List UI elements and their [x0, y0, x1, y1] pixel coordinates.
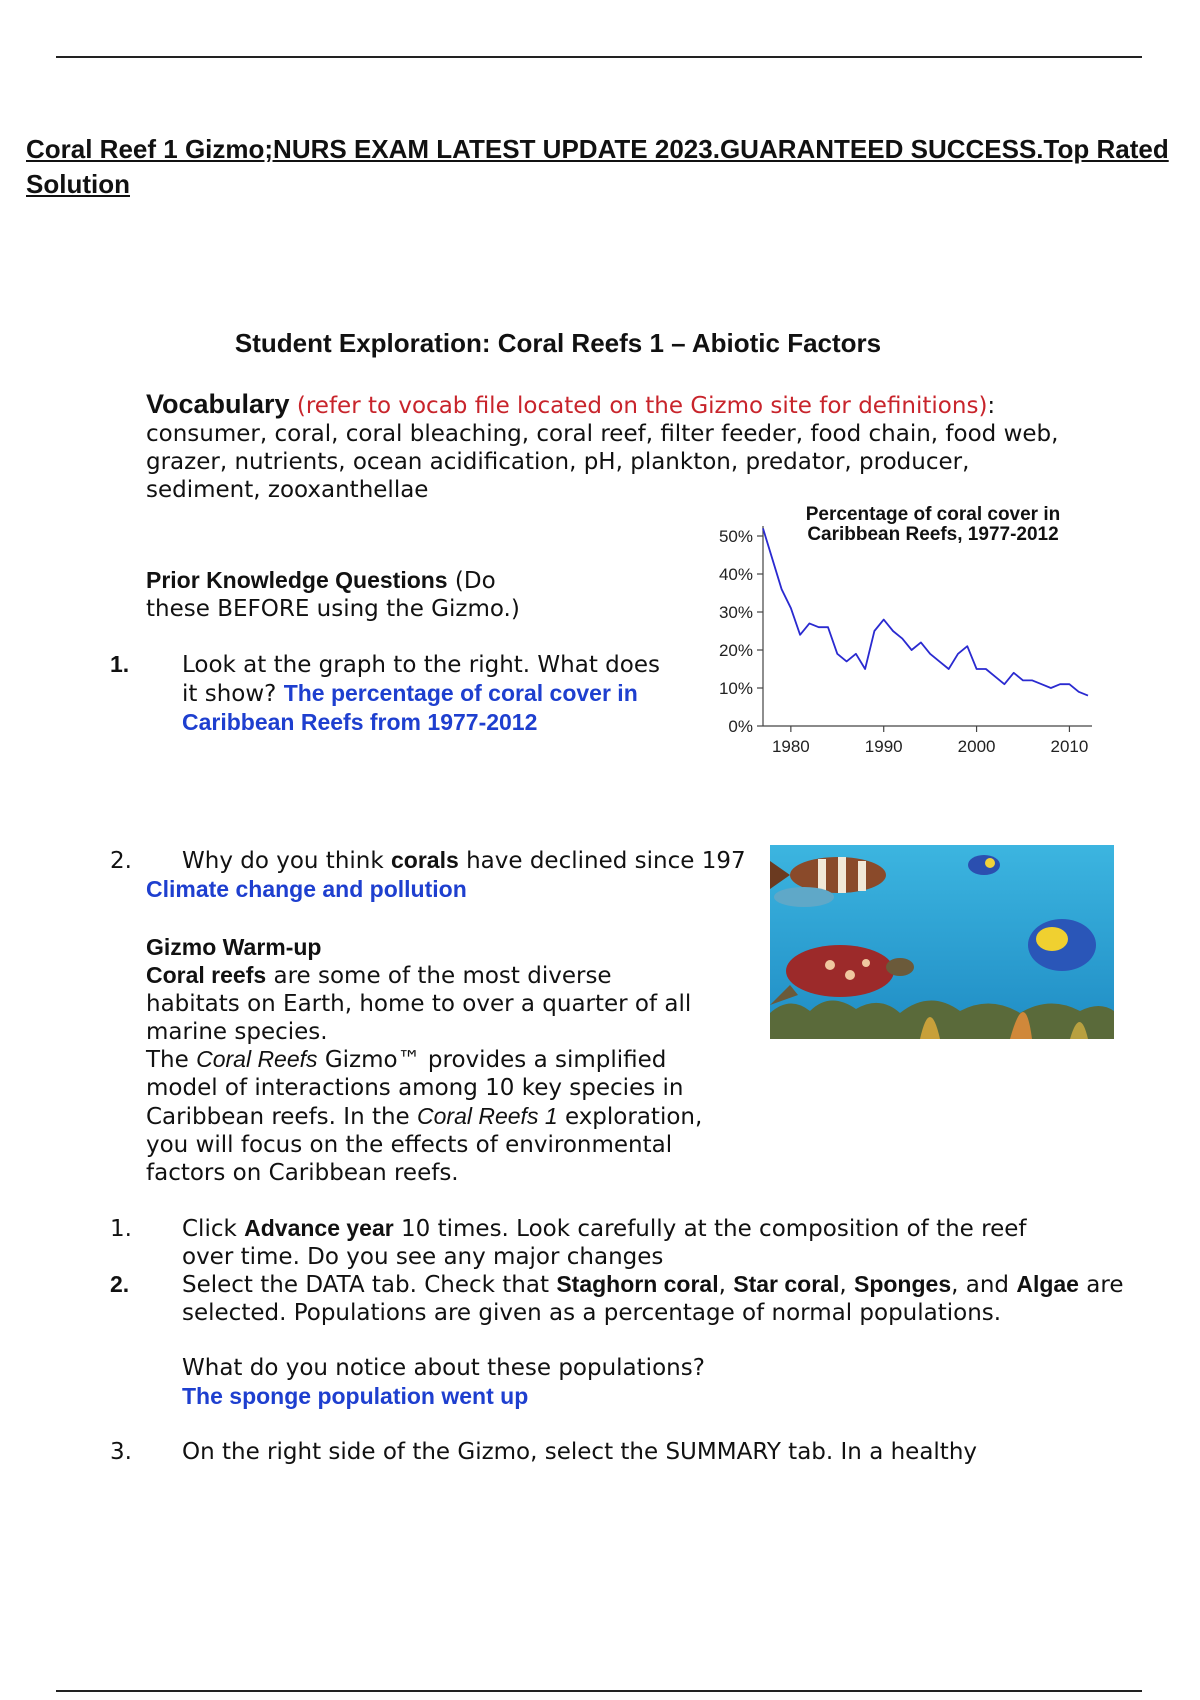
small-fish-icon — [968, 855, 1000, 875]
coral-bed-icon — [770, 1000, 1114, 1039]
chart-y-tick-label: 40% — [718, 565, 753, 584]
step-1 — [110, 1214, 1082, 1271]
coral-cover-chart — [690, 498, 1100, 768]
chart-y-tick-label: 50% — [718, 527, 753, 546]
question-1 — [110, 650, 682, 737]
step-2-comma-2: , — [839, 1272, 847, 1298]
warmup-p2-c: exploration, you will focus on the effects of environmental factors on Caribbean reefs. — [146, 1104, 703, 1186]
sea-turtle-icon — [786, 945, 894, 997]
vocabulary-terms: consumer, coral, coral bleaching, coral reef, filter feeder, food chain, food web, grazer, nutrients, ocean acidification, pH, plankton, predator, producer, sediment, zooxanthellae — [146, 421, 1059, 503]
bottom-rule — [56, 1690, 1142, 1692]
step-2-comma-1: , — [718, 1272, 726, 1298]
chart-title-line1: Percentage of coral cover in — [805, 504, 1061, 525]
prior-knowledge-note: (Do these BEFORE using the Gizmo.) — [146, 568, 520, 622]
step-2-text-d: are selected. Populations are given as a percentage of normal populations. — [182, 1272, 1124, 1326]
step-2-text-a: Select the DATA tab. Check that — [182, 1272, 549, 1298]
step-1-number: 1. — [110, 1216, 132, 1242]
step-2-staghorn: Staghorn coral — [556, 1271, 719, 1297]
warmup-p1-text: are some of the most diverse habitats on Earth, home to over a quarter of all marine species. — [146, 963, 692, 1045]
question-1-number: 1. — [110, 651, 130, 677]
chart-x-tick-label: 2010 — [1050, 737, 1089, 756]
chart-y-tick-label: 10% — [718, 679, 753, 698]
chart-y-tick-label: 0% — [728, 717, 753, 736]
step-3-text: On the right side of the Gizmo, select the SUMMARY tab. In a healthy — [182, 1439, 978, 1465]
step-2-and: , and — [951, 1272, 1010, 1298]
reef-scene-image — [770, 845, 1114, 1039]
warmup-paragraph-1 — [146, 961, 706, 1046]
step-2-algae: Algae — [1016, 1271, 1079, 1297]
question-2-text-b: have declined since 197 — [466, 848, 746, 874]
step-2-star-coral: Star coral — [733, 1271, 840, 1297]
chart-x-tick-label: 2000 — [957, 737, 996, 756]
step-2 — [110, 1270, 1172, 1327]
chart-y-tick-label: 30% — [718, 603, 753, 622]
blue-fish-icon — [774, 887, 834, 907]
warmup-p2-italic-2: Coral Reefs 1 — [417, 1103, 558, 1129]
question-2-answer: Climate change and pollution — [146, 876, 467, 902]
worksheet-title: Student Exploration: Coral Reefs 1 – Abiotic Factors — [234, 328, 882, 358]
step-2-number: 2. — [110, 1271, 130, 1297]
warmup-paragraph-2 — [146, 1045, 726, 1187]
step-2-sponges: Sponges — [853, 1271, 952, 1297]
document-title: Coral Reef 1 Gizmo;NURS EXAM LATEST UPDATE 2023.GUARANTEED SUCCESS.Top Rated Solution — [26, 134, 1169, 199]
chart-title-line2: Caribbean Reefs, 1977-2012 — [807, 524, 1059, 545]
step-3-number: 3. — [110, 1439, 132, 1465]
prior-knowledge-heading: Prior Knowledge Questions — [146, 567, 448, 593]
chart-x-tick-label: 1990 — [864, 737, 903, 756]
warmup-p2-b: Gizmo™ provides a simplified model of interactions among 10 key species in Caribbean reefs. In the — [146, 1047, 684, 1130]
question-2-number: 2. — [110, 848, 132, 874]
chart-x-tick-label: 1980 — [771, 737, 810, 756]
chart-y-tick-label: 20% — [718, 641, 753, 660]
question-1-text: Look at the graph to the right. What does it show? — [182, 652, 660, 707]
top-rule — [56, 56, 1142, 58]
vocabulary-heading: Vocabulary — [146, 389, 290, 419]
chart-series-line — [763, 528, 1088, 695]
warmup-p2-italic-1: Coral Reefs — [196, 1046, 318, 1072]
vocabulary-section — [146, 390, 1086, 504]
step-2-question: What do you notice about these populations? — [182, 1355, 705, 1381]
vocabulary-note: (refer to vocab file located on the Gizmo site for definitions) — [296, 393, 988, 419]
question-2 — [110, 846, 832, 875]
step-2-answer: The sponge population went up — [182, 1383, 529, 1409]
prior-knowledge-section — [146, 566, 546, 623]
question-2-text-a: Why do you think — [182, 848, 384, 874]
step-1-bold: Advance year — [244, 1215, 394, 1241]
warmup-heading: Gizmo Warm-up — [146, 934, 322, 960]
question-1-answer: The percentage of coral cover in Caribbean Reefs from 1977-2012 — [182, 680, 638, 735]
step-1-text-a: Click — [182, 1216, 237, 1242]
warmup-bold-term: Coral reefs — [146, 962, 267, 988]
warmup-p2-a: The — [146, 1047, 189, 1073]
step-1-text-b: 10 times. Look carefully at the composition of the reef over time. Do you see any major changes — [182, 1216, 1027, 1270]
vocabulary-colon: : — [987, 393, 996, 419]
step-3 — [110, 1438, 1132, 1466]
question-2-text-bold: corals — [391, 847, 459, 873]
